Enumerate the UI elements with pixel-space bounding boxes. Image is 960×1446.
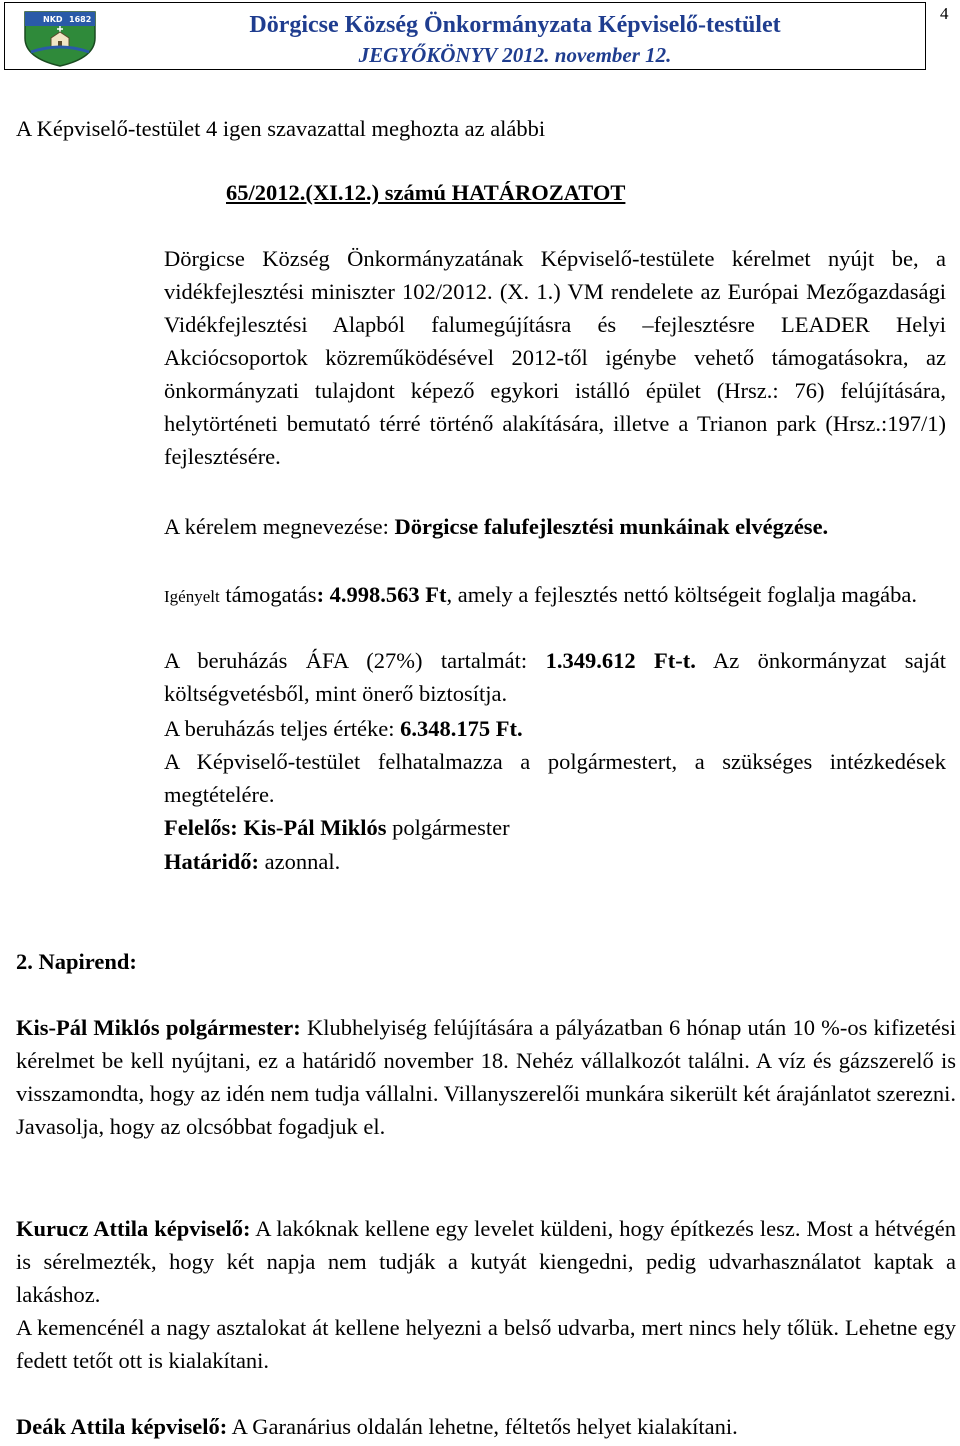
support-rest: , amely a fejlesztés nettó költségeit foglalja magába. bbox=[446, 582, 917, 607]
total-label: A beruházás teljes értéke: bbox=[164, 716, 401, 741]
agenda-heading: 2. Napirend: bbox=[16, 949, 137, 974]
page-number: 4 bbox=[940, 4, 949, 23]
resolution-title: 65/2012.(XI.12.) számú HATÁROZATOT bbox=[226, 180, 626, 205]
deadline-label: Határidő: bbox=[164, 849, 259, 874]
support-label: támogatás bbox=[219, 582, 317, 607]
speaker-name: Deák Attila képviselő: bbox=[16, 1414, 228, 1439]
municipal-crest-logo bbox=[19, 8, 101, 68]
total-paragraph bbox=[164, 712, 946, 745]
statement-text: Klubhelyiség felújítására a pályázatban 6 hónap után 10 %-os kifizetési kérelmet be kell nyújtani, ez a határidő november 18. Nehéz vállalkozót találni. A víz és gázszerelő is visszamondta, hogy az idén nem tudja vállalni. Villanyszerelői munkára sikerült két árajánlatot szerezni. Javasolja, hogy az olcsóbbat fogadjuk el. bbox=[16, 1015, 957, 1139]
authorization-paragraph: A Képviselő-testület felhatalmazza a polgármestert, a szükséges intézkedések megtételére. bbox=[164, 749, 946, 807]
speaker-name: Kurucz Attila képviselő: bbox=[16, 1216, 251, 1241]
responsible-role: polgármester bbox=[386, 815, 510, 840]
request-value: Dörgicse falufejlesztési munkáinak elvégzése. bbox=[394, 514, 829, 539]
responsible-line bbox=[164, 811, 510, 844]
statement-deak bbox=[16, 1410, 956, 1443]
document-subtitle: JEGYŐKÖNYV 2012. november 12. bbox=[358, 43, 672, 67]
statement-kurucz-continued: A kemencénél a nagy asztalokat át kellene helyezni a belső udvarba, mert nincs hely tőlük. Lehetne egy fedett tetőt ott is kialakítani. bbox=[16, 1315, 956, 1373]
svg-text:1682: 1682 bbox=[69, 15, 92, 24]
support-value: : 4.998.563 Ft bbox=[316, 582, 447, 607]
vat-value: 1.349.612 Ft-t. bbox=[545, 648, 696, 673]
page-header bbox=[4, 2, 926, 70]
speaker-name: Kis-Pál Miklós polgármester: bbox=[16, 1015, 301, 1040]
statement-mayor bbox=[16, 1011, 956, 1143]
vat-label: A beruházás ÁFA (27%) tartalmát: bbox=[164, 648, 546, 673]
statement-kurucz bbox=[16, 1212, 956, 1311]
statement-text: A lakóknak kellene egy levelet küldeni, hogy építkezés lesz. Most a hétvégén is sérelmezték, hogy két napja nem tudják a kutyát kiengedni, pedig udvarhasználatot kaptak a lakáshoz. bbox=[16, 1216, 956, 1307]
deadline-value: azonnal. bbox=[259, 849, 341, 874]
deadline-line bbox=[164, 845, 340, 878]
request-paragraph bbox=[164, 510, 946, 543]
vat-rest: Az önkormányzat saját költségvetésből, mint önerő biztosítja. bbox=[164, 648, 946, 706]
document-title: Dörgicse Község Önkormányzata Képviselő-testület bbox=[249, 12, 781, 38]
intro-text: A Képviselő-testület 4 igen szavazattal meghozta az alábbi bbox=[16, 116, 546, 141]
support-paragraph bbox=[164, 578, 946, 613]
statement-text: A Garanárius oldalán lehetne, féltetős helyet kialakítani. bbox=[227, 1414, 738, 1439]
support-prefix: Igényelt bbox=[164, 587, 220, 606]
request-label: A kérelem megnevezése: bbox=[164, 514, 395, 539]
svg-text:NKD: NKD bbox=[43, 15, 63, 24]
resolution-body: Dörgicse Község Önkormányzatának Képviselő-testülete kérelmet nyújt be, a vidékfejlesztési miniszter 102/2012. (X. 1.) VM rendelete az Európai Mezőgazdasági Vidékfejlesztési Alapból falumegújításra és –fejlesztésre LEADER Helyi Akciócsoportok közreműködésével 2012-től igénybe vehető támogatásokra, az önkormányzati tulajdont képező egykori istálló épület (Hrsz.: 76) felújítására, helytörténeti bemutató térré történő alakítására, illetve a Trianon park (Hrsz.:197/1) fejlesztésére. bbox=[164, 246, 946, 469]
responsible-label: Felelős: Kis-Pál Miklós bbox=[164, 815, 387, 840]
total-value: 6.348.175 Ft. bbox=[400, 716, 523, 741]
vat-paragraph bbox=[164, 644, 946, 710]
